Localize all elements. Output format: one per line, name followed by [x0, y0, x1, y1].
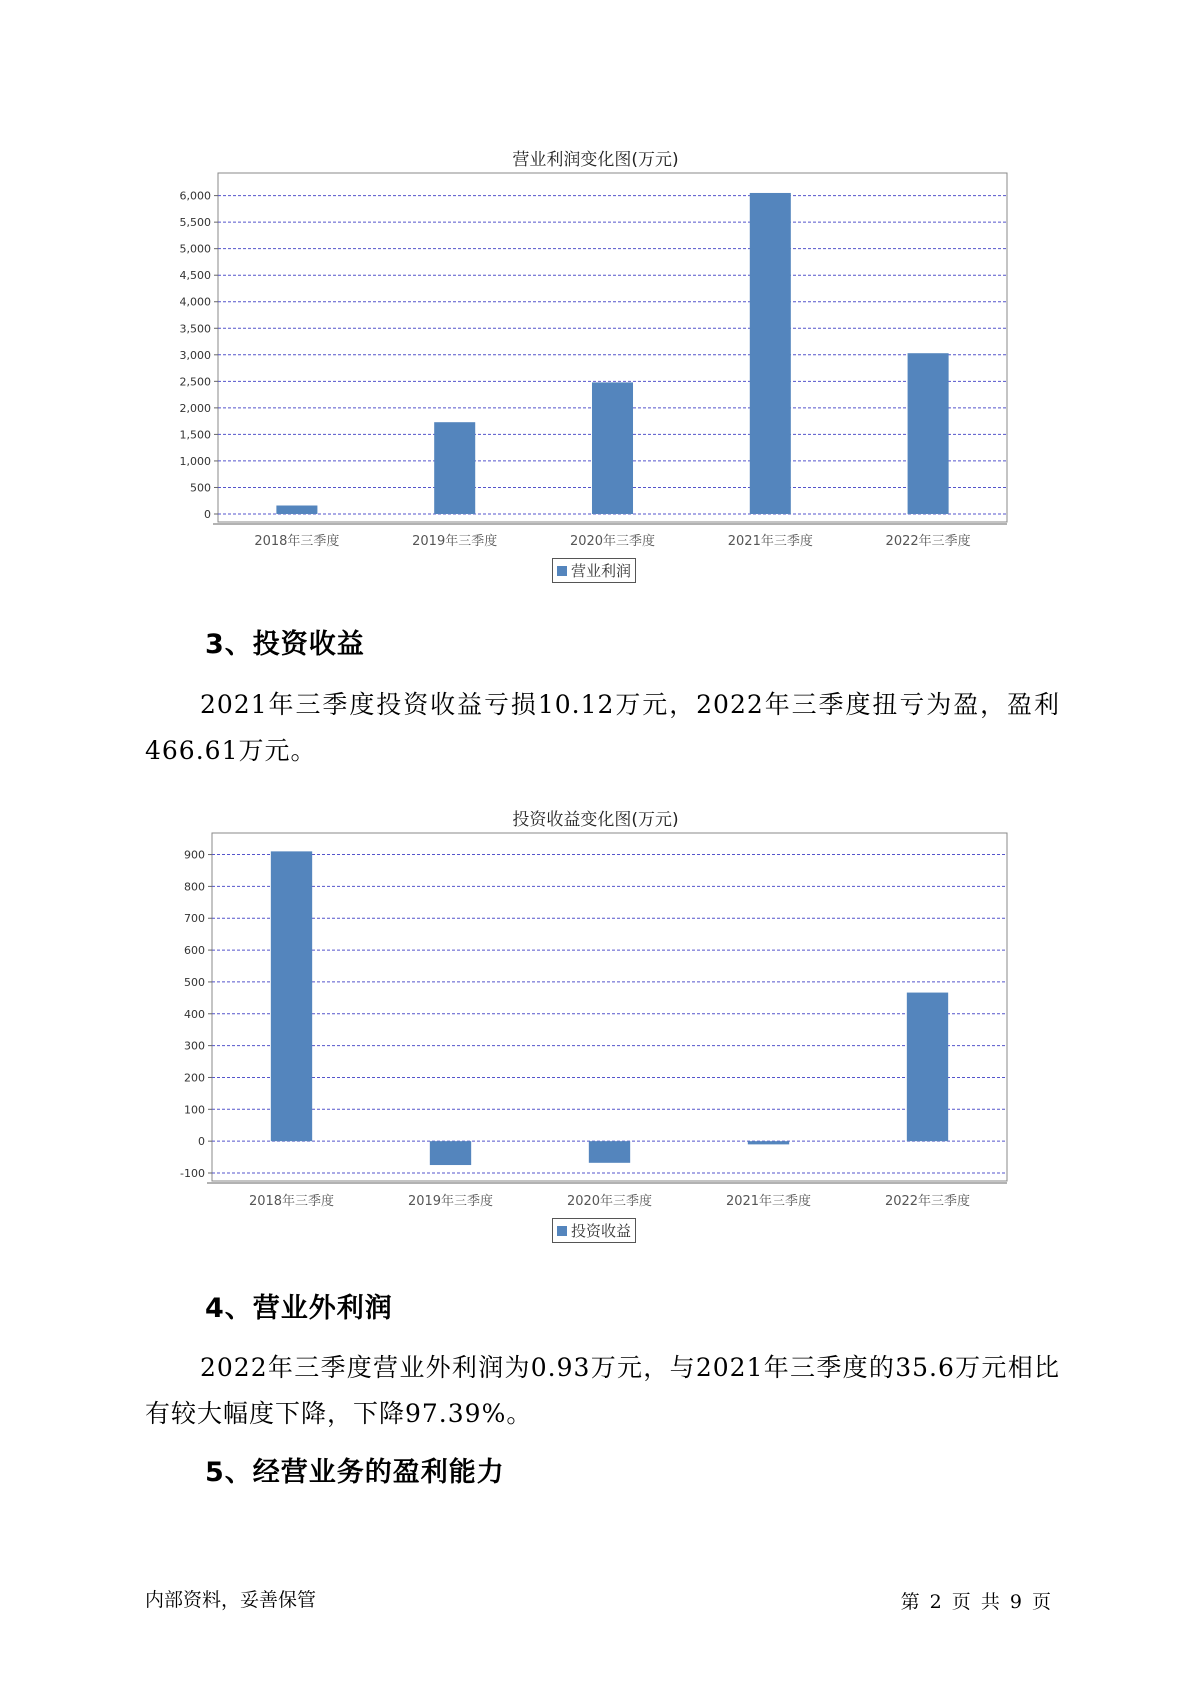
y-tick-label: 500 — [190, 481, 211, 495]
legend-label: 投资收益 — [571, 1222, 632, 1240]
y-tick-label: 500 — [184, 975, 205, 989]
y-tick-label: 400 — [184, 1007, 205, 1021]
x-tick-label: 2021年三季度 — [727, 534, 813, 549]
operating-profit-bar-chart — [0, 140, 1191, 590]
chart-legend — [552, 558, 636, 583]
bar — [907, 993, 948, 1142]
x-tick-label: 2019年三季度 — [412, 534, 498, 549]
y-tick-label: 5,000 — [179, 242, 211, 256]
y-tick-label: 2,500 — [179, 375, 211, 389]
y-tick-label: 600 — [184, 944, 205, 958]
chart-title: 营业利润变化图(万元) — [512, 150, 679, 170]
plot-area — [212, 833, 1007, 1181]
investment-income-chart — [0, 800, 1191, 1250]
bar — [750, 193, 791, 514]
y-tick-label: 5,500 — [179, 216, 211, 230]
y-tick-label: 1,500 — [179, 428, 211, 442]
footer-confidential-note: 内部资料，妥善保管 — [145, 1589, 317, 1611]
bar — [430, 1141, 471, 1165]
legend-swatch — [557, 1226, 567, 1236]
x-tick-label: 2018年三季度 — [254, 534, 340, 549]
investment-income-bar-chart — [0, 800, 1191, 1250]
bar — [271, 851, 312, 1141]
y-tick-label: 3,000 — [179, 348, 211, 362]
y-tick-label: 1,000 — [179, 454, 211, 468]
section-3-paragraph: 2021年三季度投资收益亏损10.12万元，2022年三季度扭亏为盈，盈利466.61万元。 — [145, 690, 1060, 765]
bar — [748, 1141, 789, 1144]
y-tick-label: 100 — [184, 1103, 205, 1117]
x-tick-label: 2018年三季度 — [248, 1194, 335, 1209]
section-3-heading: 3、投资收益 — [205, 629, 365, 660]
bar — [276, 506, 317, 514]
section-4-heading: 4、营业外利润 — [205, 1293, 393, 1324]
y-tick-label: 700 — [184, 912, 205, 926]
bar — [908, 353, 949, 514]
y-tick-label: 4,500 — [179, 269, 211, 283]
x-tick-label: 2020年三季度 — [569, 534, 656, 549]
chart-title: 投资收益变化图(万元) — [512, 810, 679, 830]
legend-label: 营业利润 — [571, 562, 632, 580]
y-tick-label: 0 — [204, 508, 211, 521]
legend-swatch — [557, 566, 567, 576]
chart-legend — [552, 1218, 636, 1243]
x-tick-label: 2022年三季度 — [884, 1194, 971, 1209]
y-tick-label: 4,000 — [179, 295, 211, 309]
section-5-heading: 5、经营业务的盈利能力 — [205, 1457, 505, 1488]
x-tick-label: 2020年三季度 — [566, 1194, 653, 1209]
y-tick-label: 900 — [184, 848, 205, 862]
y-tick-label: 200 — [184, 1071, 205, 1085]
section-4-paragraph: 2022年三季度营业外利润为0.93万元，与2021年三季度的35.6万元相比有较大幅度下降，下降97.39%。 — [145, 1353, 1060, 1428]
y-tick-label: 800 — [184, 880, 205, 894]
y-tick-label: -100 — [180, 1167, 205, 1180]
bar — [589, 1141, 630, 1163]
footer-page-number: 第 2 页 共 9 页 — [900, 1591, 1053, 1613]
y-tick-label: 2,000 — [179, 401, 211, 415]
x-tick-label: 2019年三季度 — [407, 1194, 494, 1209]
y-tick-label: 0 — [198, 1135, 205, 1149]
x-tick-label: 2021年三季度 — [725, 1194, 812, 1209]
bar — [434, 422, 475, 514]
y-tick-label: 3,500 — [179, 322, 211, 336]
bar — [592, 382, 633, 514]
operating-profit-chart — [0, 140, 1191, 590]
x-tick-label: 2022年三季度 — [885, 534, 971, 549]
y-tick-label: 300 — [184, 1039, 205, 1053]
y-tick-label: 6,000 — [179, 189, 211, 203]
